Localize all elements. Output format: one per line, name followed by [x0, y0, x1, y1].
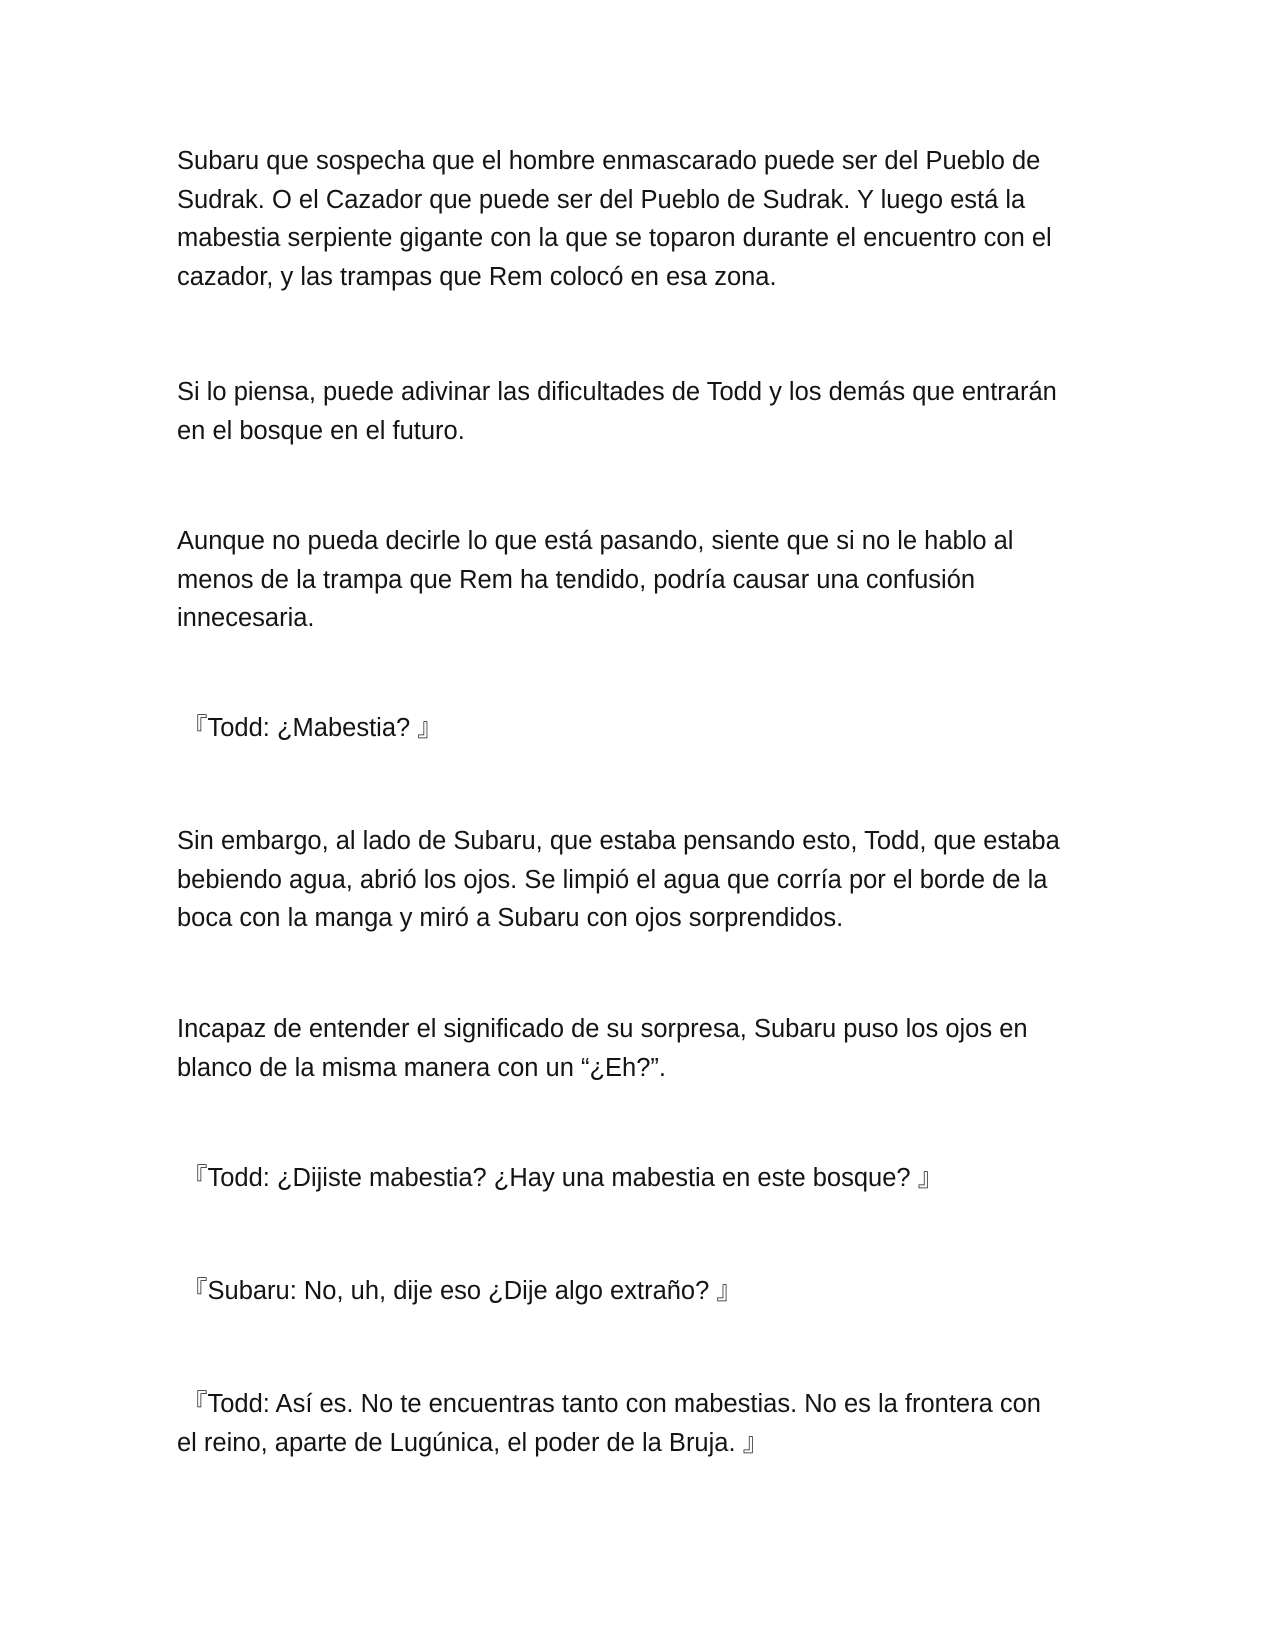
text-line: 『Todd: Así es. No te encuentras tanto con mabestias. No es la frontera con [182, 1390, 1041, 1418]
dialogue-todd-mabestia [182, 709, 1122, 748]
text-line: Si lo piensa, puede adivinar las dificultades de Todd y los demás que entrarán [177, 378, 1057, 406]
dialogue-todd-forest [182, 1159, 1122, 1198]
paragraph-difficulties [177, 373, 1117, 450]
text-line: Incapaz de entender el significado de su sorpresa, Subaru puso los ojos en [177, 1015, 1028, 1043]
text-line: 『Todd: ¿Mabestia? 』 [182, 714, 443, 742]
text-line: en el bosque en el futuro. [177, 416, 465, 445]
dialogue-subaru-strange [182, 1272, 1122, 1311]
text-line: bebiendo agua, abrió los ojos. Se limpió el agua que corría por el borde de la [177, 865, 1048, 894]
text-line: 『Todd: ¿Dijiste mabestia? ¿Hay una mabestia en este bosque? 』 [182, 1164, 944, 1192]
text-line: blanco de la misma manera con un “¿Eh?”. [177, 1053, 666, 1082]
text-line: innecesaria. [177, 604, 315, 632]
text-line: boca con la manga y miró a Subaru con ojos sorprendidos. [177, 904, 844, 932]
text-line: Sin embargo, al lado de Subaru, que estaba pensando esto, Todd, que estaba [177, 827, 1060, 855]
paragraph-subaru-surprise [177, 1010, 1117, 1087]
dialogue-todd-frontier [177, 1385, 1122, 1462]
paragraph-confusion [177, 522, 1117, 638]
text-line: Subaru que sospecha que el hombre enmascarado puede ser del Pueblo de [177, 147, 1041, 175]
paragraph-suspicion [177, 142, 1117, 296]
text-line: menos de la trampa que Rem ha tendido, podría causar una confusión [177, 565, 976, 594]
text-line: cazador, y las trampas que Rem colocó en esa zona. [177, 262, 777, 291]
text-line: 『Subaru: No, uh, dije eso ¿Dije algo extraño? 』 [182, 1277, 742, 1305]
text-line: el reino, aparte de Lugúnica, el poder de la Bruja. 』 [177, 1428, 769, 1457]
text-line: mabestia serpiente gigante con la que se toparon durante el encuentro con el [177, 224, 1052, 252]
paragraph-todd-drinking [177, 822, 1117, 938]
text-line: Sudrak. O el Cazador que puede ser del Pueblo de Sudrak. Y luego está la [177, 185, 1026, 214]
text-line: Aunque no pueda decirle lo que está pasando, siente que si no le hablo al [177, 527, 1014, 555]
